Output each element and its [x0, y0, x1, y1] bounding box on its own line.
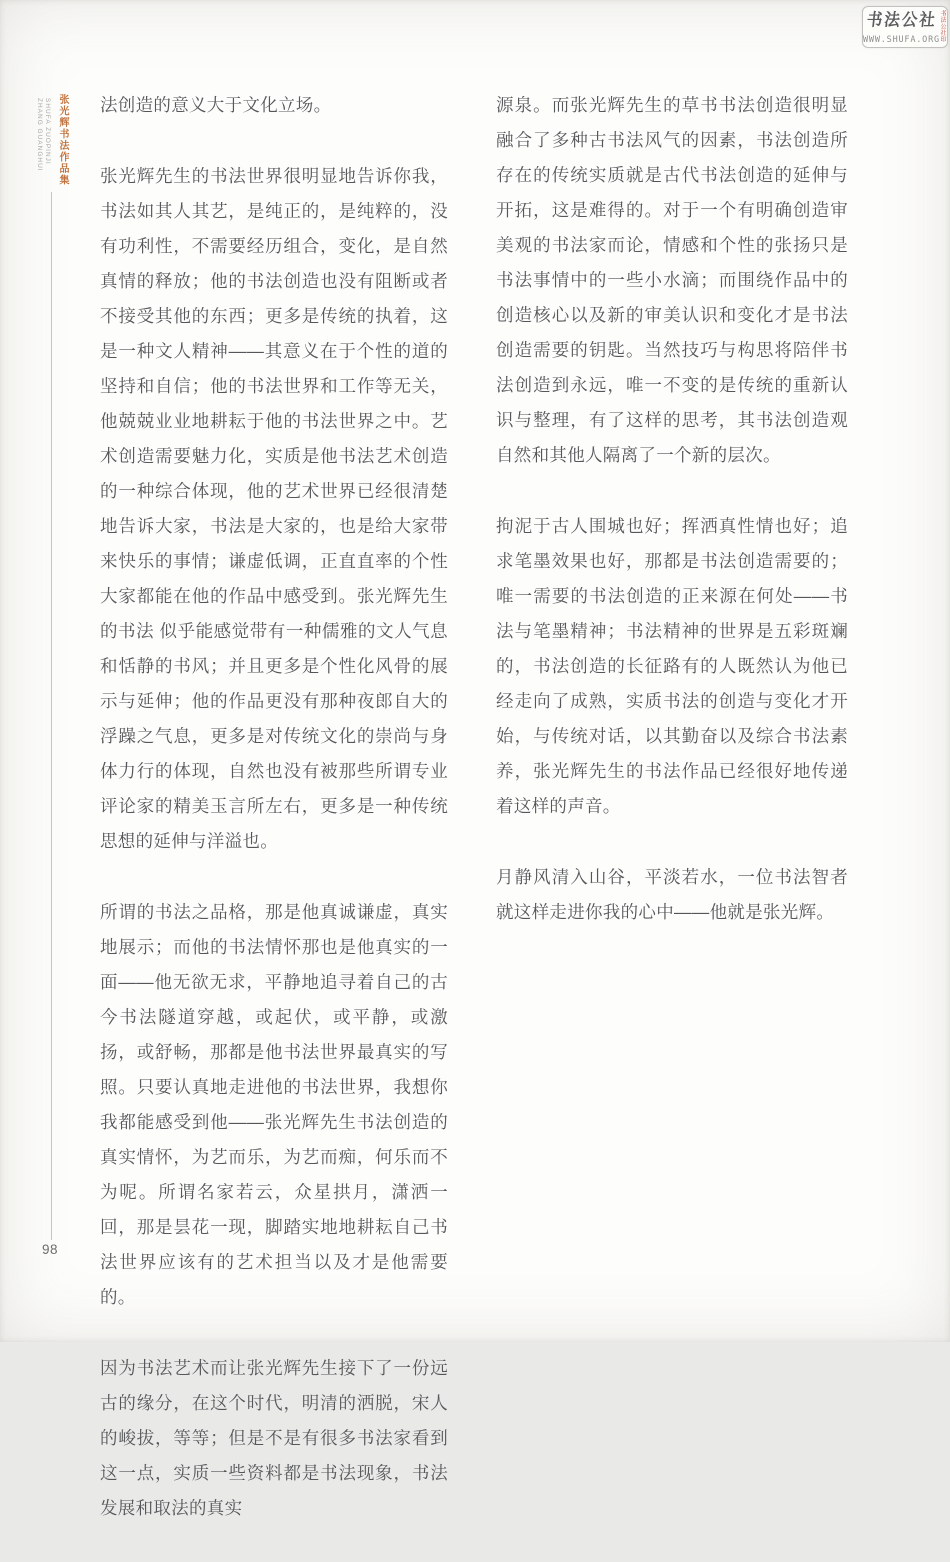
right-text-column: [496, 88, 848, 966]
spine-pinyin-line2: SHUFA ZUOPINJI: [44, 98, 51, 165]
paragraph: 月静风清入山谷，平淡若水，一位书法智者就这样走进你我的心中——他就是张光辉。: [496, 867, 848, 922]
paragraph: 源泉。而张光辉先生的草书书法创造很明显融合了多种古书法风气的因素，书法创造所存在的传统实质就是古代书法创造的延伸与开拓，这是难得的。对于一个有明确创造审美观的书法家而论，情感和个性的张扬只是书法事情中的一些小水滴；而围绕作品中的创造核心以及新的审美认识和变化才是书法创造需要的钥匙。当然技巧与构思将陪伴书法创造到永远，唯一不变的是传统的重新认识与整理，有了这样的思考，其书法创造观自然和其他人隔离了一个新的层次。: [496, 95, 848, 465]
stamp-calligraphy-logo: 书法公社: [865, 9, 939, 30]
spine-pinyin-line1: ZHANG GUANGHUI: [36, 98, 43, 172]
left-text-column: [100, 88, 448, 1562]
paragraph: 所谓的书法之品格，那是他真诚谦虚，真实地展示；而他的书法情怀那也是他真实的一面——他无欲无求，平静地追寻着自己的古今书法隧道穿越，或起伏，或平静，或激扬，或舒畅，那都是他书法世界最真实的写照。只要认真地走进他的书法世界，我想你我都能感受到他——张光辉先生书法创造的真实情怀，为艺而乐，为艺而痴，何乐而不为呢。所谓名家若云，众星拱月，潇洒一回，那是昙花一现，脚踏实地地耕耘自己书法世界应该有的艺术担当以及才是他需要的。: [100, 902, 448, 1307]
stamp-red-seal: 书法公社印: [939, 10, 945, 43]
paragraph: 拘泥于古人围城也好；挥洒真性情也好；追求笔墨效果也好，那都是书法创造需要的；唯一需要的书法创造的正来源在何处——书法与笔墨精神；书法精神的世界是五彩斑斓的，书法创造的长征路有的人既然认为他已经走向了成熟，实质书法的创造与变化才开始，与传统对话，以其勤奋以及综合书法素养，张光辉先生的书法作品已经很好地传递着这样的声音。: [496, 516, 848, 816]
paragraph: 因为书法艺术而让张光辉先生接下了一份远古的缘分，在这个时代，明清的洒脱，宋人的峻拔，等等；但是不是有很多书法家看到这一点，实质一些资料都是书法现象，书法发展和取法的真实: [100, 1358, 448, 1518]
spine-rule-divider: [51, 192, 52, 1240]
paragraph: 法创造的意义大于文化立场。: [100, 95, 332, 115]
paragraph: 张光辉先生的书法世界很明显地告诉你我，书法如其人其艺，是纯正的，是纯粹的，没有功利性，不需要经历组合，变化，是自然真情的释放；他的书法创造也没有阻断或者不接受其他的东西；更多是传统的执着，这是一种文人精神——其意义在于个性的道的坚持和自信；他的书法世界和工作等无关，他兢兢业业地耕耘于他的书法世界之中。艺术创造需要魅力化，实质是他书法艺术创造的一种综合体现，他的艺术世界已经很清楚地告诉大家，书法是大家的，也是给大家带来快乐的事情；谦虚低调，正直直率的个性大家都能在他的作品中感受到。张光辉先生的书法 似乎能感觉带有一种儒雅的文人气息和恬静的书风；并且更多是个性化风骨的展示与延伸；他的作品更没有那种夜郎自大的浮躁之气息，更多是对传统文化的崇尚与身体力行的体现，自然也没有被那些所谓专业评论家的精美玉言所左右，更多是一种传统思想的延伸与洋溢也。: [100, 166, 448, 851]
shufa-org-stamp: [862, 6, 948, 48]
spine-title: 张光辉书法作品集: [57, 94, 68, 186]
page-number: 98: [42, 1242, 59, 1257]
stamp-url: WWW.SHUFA.ORG: [863, 35, 940, 45]
